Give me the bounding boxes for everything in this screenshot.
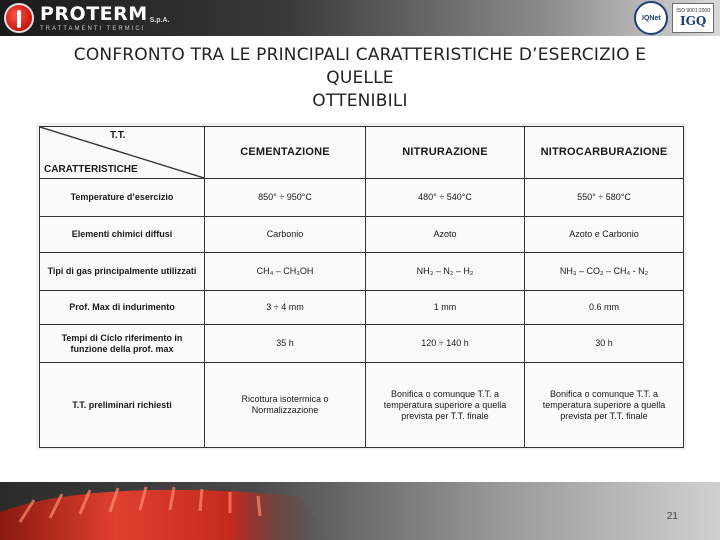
row-label-tempi: Tempi di Ciclo riferimento in funzione della prof. max xyxy=(40,325,205,363)
table-cell: Carbonio xyxy=(205,217,366,253)
table-cell: Bonifica o comunque T.T. a temperatura superiore a quella prevista per T.T. finale xyxy=(366,363,525,448)
logo-spa: S.p.A. xyxy=(149,16,170,24)
table-cell: 3 ÷ 4 mm xyxy=(205,291,366,325)
column-header-nitrocarburazione: NITROCARBURAZIONE xyxy=(525,127,684,179)
column-header-cementazione: CEMENTAZIONE xyxy=(205,127,366,179)
table-row xyxy=(40,253,684,291)
row-label-gas: Tipi di gas principalmente utilizzati xyxy=(40,253,205,291)
table-cell: 550° ÷ 580°C xyxy=(525,179,684,217)
table-row xyxy=(40,179,684,217)
row-label-preliminari: T.T. preliminari richiesti xyxy=(40,363,205,448)
table-header-row xyxy=(40,127,684,179)
slide-title-line-2: OTTENIBILI xyxy=(312,91,408,111)
page-number: 21 xyxy=(666,511,678,522)
table-cell: 120 ÷ 140 h xyxy=(366,325,525,363)
table-cell: 35 h xyxy=(205,325,366,363)
table-corner-cell xyxy=(40,127,205,179)
table-cell: Ricottura isotermica o Normalizzazione xyxy=(205,363,366,448)
iqnet-certification-icon: IQNet xyxy=(634,1,668,35)
logo-emblem-icon xyxy=(4,3,34,33)
table-row xyxy=(40,363,684,448)
table-cell: 850° ÷ 950°C xyxy=(205,179,366,217)
row-label-temperature: Temperature d’esercizio xyxy=(40,179,205,217)
table-cell: 0.6 mm xyxy=(525,291,684,325)
table-cell: NH₃ – N₂ – H₂ xyxy=(366,253,525,291)
row-label-elementi: Elementi chimici diffusi xyxy=(40,217,205,253)
company-logo xyxy=(4,3,170,33)
gear-image-icon xyxy=(0,482,330,540)
table-row xyxy=(40,291,684,325)
table-cell: Azoto e Carbonio xyxy=(525,217,684,253)
table-cell: 1 mm xyxy=(366,291,525,325)
row-label-profondita: Prof. Max di indurimento xyxy=(40,291,205,325)
table-cell: 30 h xyxy=(525,325,684,363)
logo-name: PROTERM xyxy=(40,2,148,25)
table-cell: Azoto xyxy=(366,217,525,253)
comparison-table xyxy=(39,126,684,448)
header-band xyxy=(0,0,720,36)
comparison-table-frame xyxy=(36,123,686,450)
table-cell: NH₃ – CO₂ – CH₄ - N₂ xyxy=(525,253,684,291)
certification-logos xyxy=(634,1,714,35)
table-cell: CH₄ – CH₃OH xyxy=(205,253,366,291)
corner-caratteristiche-label: CARATTERISTICHE xyxy=(44,164,138,175)
table-row xyxy=(40,325,684,363)
corner-tt-label: T.T. xyxy=(110,130,126,141)
slide-title-line-1: CONFRONTO TRA LE PRINCIPALI CARATTERISTICHE D’ESERCIZIO E QUELLE xyxy=(73,45,647,88)
table-cell: 480° ÷ 540°C xyxy=(366,179,525,217)
logo-subtitle: TRATTAMENTI TERMICI xyxy=(40,25,146,32)
column-header-nitrurazione: NITRURAZIONE xyxy=(366,127,525,179)
slide-title xyxy=(40,44,680,113)
igq-certification-icon: ISO 9001:2000 IGQ xyxy=(672,3,714,33)
table-row xyxy=(40,217,684,253)
footer-band xyxy=(0,482,720,540)
table-cell: Bonifica o comunque T.T. a temperatura superiore a quella prevista per T.T. finale xyxy=(525,363,684,448)
